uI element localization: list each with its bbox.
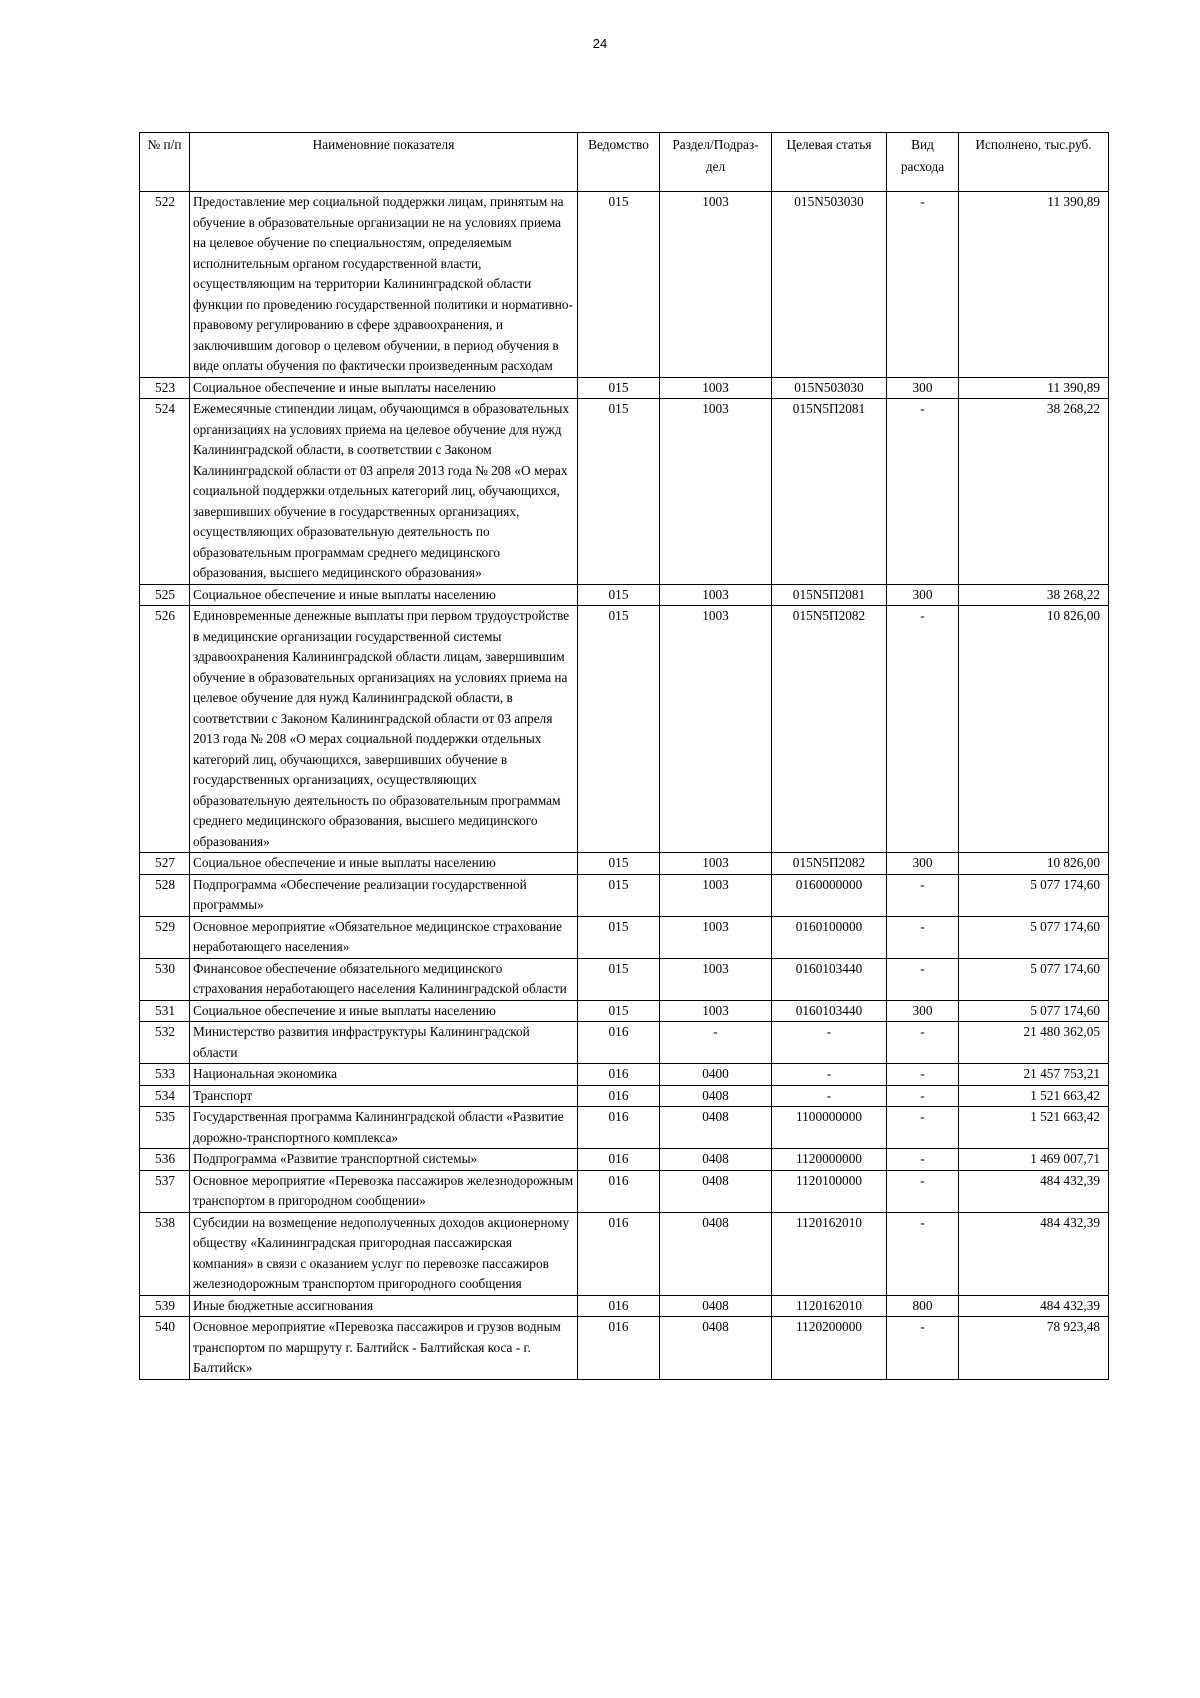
table-row: [140, 1022, 1109, 1064]
budget-execution-table: [139, 132, 1109, 1380]
row-dept: 016: [578, 1022, 660, 1064]
row-target: 1120200000: [772, 1317, 887, 1380]
row-section: 0408: [660, 1149, 772, 1171]
table-row: [140, 1170, 1109, 1212]
row-target: 015N5П2081: [772, 399, 887, 585]
header-executed: Исполнено, тыс.руб.: [959, 133, 1109, 192]
header-num: № п/п: [140, 133, 190, 192]
row-expense-type: -: [887, 1212, 959, 1295]
row-target: -: [772, 1085, 887, 1107]
row-target: 1120162010: [772, 1295, 887, 1317]
row-num: 531: [140, 1000, 190, 1022]
row-dept: 016: [578, 1212, 660, 1295]
row-expense-type: -: [887, 958, 959, 1000]
table-row: [140, 916, 1109, 958]
row-expense-type: -: [887, 874, 959, 916]
row-name: Социальное обеспечение и иные выплаты населению: [190, 584, 578, 606]
row-num: 522: [140, 192, 190, 378]
row-expense-type: -: [887, 1022, 959, 1064]
header-section: Раздел/Подраз-дел: [660, 133, 772, 192]
row-target: 0160103440: [772, 1000, 887, 1022]
row-section: 0408: [660, 1212, 772, 1295]
row-num: 532: [140, 1022, 190, 1064]
row-dept: 015: [578, 1000, 660, 1022]
row-expense-type: 300: [887, 377, 959, 399]
row-expense-type: -: [887, 606, 959, 853]
row-target: 0160103440: [772, 958, 887, 1000]
row-name: Субсидии на возмещение недополученных доходов акционерному обществу «Калининградская пригородная пассажирская компания» в связи с оказанием услуг по перевозке пассажиров железнодорожным транспортом пригородного сообщения: [190, 1212, 578, 1295]
row-name: Транспорт: [190, 1085, 578, 1107]
row-dept: 015: [578, 399, 660, 585]
row-expense-type: -: [887, 399, 959, 585]
row-name: Министерство развития инфраструктуры Калининградской области: [190, 1022, 578, 1064]
row-expense-type: -: [887, 1064, 959, 1086]
row-num: 529: [140, 916, 190, 958]
row-executed: 38 268,22: [959, 399, 1109, 585]
table-row: [140, 1064, 1109, 1086]
row-expense-type: -: [887, 192, 959, 378]
row-num: 539: [140, 1295, 190, 1317]
row-num: 524: [140, 399, 190, 585]
row-num: 537: [140, 1170, 190, 1212]
row-target: 1120162010: [772, 1212, 887, 1295]
row-dept: 016: [578, 1107, 660, 1149]
header-name: Наименовние показателя: [190, 133, 578, 192]
row-expense-type: -: [887, 1107, 959, 1149]
row-num: 535: [140, 1107, 190, 1149]
row-dept: 016: [578, 1085, 660, 1107]
header-dept: Ведомство: [578, 133, 660, 192]
row-dept: 016: [578, 1149, 660, 1171]
row-expense-type: -: [887, 916, 959, 958]
row-name: Основное мероприятие «Перевозка пассажиров железнодорожным транспортом в пригородном сообщении»: [190, 1170, 578, 1212]
row-executed: 5 077 174,60: [959, 916, 1109, 958]
row-target: 0160000000: [772, 874, 887, 916]
row-section: 1003: [660, 399, 772, 585]
row-target: 015N5П2082: [772, 606, 887, 853]
row-expense-type: 300: [887, 853, 959, 875]
row-target: 1100000000: [772, 1107, 887, 1149]
row-name: Социальное обеспечение и иные выплаты населению: [190, 1000, 578, 1022]
row-executed: 5 077 174,60: [959, 1000, 1109, 1022]
row-num: 527: [140, 853, 190, 875]
row-section: 1003: [660, 584, 772, 606]
row-executed: 1 521 663,42: [959, 1107, 1109, 1149]
page-number: 24: [592, 36, 608, 51]
table-row: [140, 1212, 1109, 1295]
row-dept: 015: [578, 874, 660, 916]
row-section: -: [660, 1022, 772, 1064]
row-dept: 015: [578, 377, 660, 399]
row-num: 523: [140, 377, 190, 399]
row-section: 1003: [660, 606, 772, 853]
row-dept: 016: [578, 1170, 660, 1212]
row-dept: 015: [578, 606, 660, 853]
row-executed: 5 077 174,60: [959, 958, 1109, 1000]
row-expense-type: -: [887, 1170, 959, 1212]
row-dept: 015: [578, 916, 660, 958]
row-section: 1003: [660, 958, 772, 1000]
row-name: Социальное обеспечение и иные выплаты населению: [190, 853, 578, 875]
table-row: [140, 399, 1109, 585]
row-num: 528: [140, 874, 190, 916]
row-section: 1003: [660, 916, 772, 958]
row-dept: 016: [578, 1295, 660, 1317]
row-executed: 1 469 007,71: [959, 1149, 1109, 1171]
row-executed: 10 826,00: [959, 606, 1109, 853]
row-name: Финансовое обеспечение обязательного медицинского страхования неработающего населения Калининградской области: [190, 958, 578, 1000]
row-executed: 484 432,39: [959, 1295, 1109, 1317]
row-section: 1003: [660, 1000, 772, 1022]
row-target: 0160100000: [772, 916, 887, 958]
row-name: Национальная экономика: [190, 1064, 578, 1086]
row-name: Основное мероприятие «Обязательное медицинское страхование неработающего населения»: [190, 916, 578, 958]
table-row: [140, 1149, 1109, 1171]
row-expense-type: 800: [887, 1295, 959, 1317]
row-expense-type: -: [887, 1085, 959, 1107]
table-header-row: [140, 133, 1109, 192]
row-name: Основное мероприятие «Перевозка пассажиров и грузов водным транспортом по маршруту г. Балтийск - Балтийская коса - г. Балтийск»: [190, 1317, 578, 1380]
row-executed: 11 390,89: [959, 192, 1109, 378]
row-expense-type: -: [887, 1317, 959, 1380]
row-section: 0408: [660, 1170, 772, 1212]
header-expense-type: Вид расхода: [887, 133, 959, 192]
row-name: Подпрограмма «Обеспечение реализации государственной программы»: [190, 874, 578, 916]
table-row: [140, 853, 1109, 875]
table-row: [140, 874, 1109, 916]
row-expense-type: 300: [887, 584, 959, 606]
row-name: Подпрограмма «Развитие транспортной системы»: [190, 1149, 578, 1171]
row-section: 1003: [660, 874, 772, 916]
row-dept: 016: [578, 1064, 660, 1086]
row-target: 015N5П2081: [772, 584, 887, 606]
row-executed: 21 457 753,21: [959, 1064, 1109, 1086]
row-num: 533: [140, 1064, 190, 1086]
table-row: [140, 192, 1109, 378]
row-expense-type: 300: [887, 1000, 959, 1022]
row-section: 0408: [660, 1085, 772, 1107]
row-executed: 38 268,22: [959, 584, 1109, 606]
row-executed: 484 432,39: [959, 1170, 1109, 1212]
row-name: Государственная программа Калининградской области «Развитие дорожно-транспортного комплекса»: [190, 1107, 578, 1149]
row-executed: 5 077 174,60: [959, 874, 1109, 916]
row-executed: 484 432,39: [959, 1212, 1109, 1295]
table-row: [140, 1085, 1109, 1107]
table-row: [140, 1295, 1109, 1317]
row-section: 1003: [660, 192, 772, 378]
row-target: -: [772, 1064, 887, 1086]
table-row: [140, 958, 1109, 1000]
row-num: 536: [140, 1149, 190, 1171]
row-section: 0408: [660, 1107, 772, 1149]
row-dept: 016: [578, 1317, 660, 1380]
row-section: 1003: [660, 377, 772, 399]
row-target: 015N503030: [772, 192, 887, 378]
row-section: 0400: [660, 1064, 772, 1086]
row-dept: 015: [578, 853, 660, 875]
row-target: 015N503030: [772, 377, 887, 399]
row-expense-type: -: [887, 1149, 959, 1171]
row-target: 1120000000: [772, 1149, 887, 1171]
row-num: 526: [140, 606, 190, 853]
row-dept: 015: [578, 958, 660, 1000]
row-executed: 21 480 362,05: [959, 1022, 1109, 1064]
row-num: 534: [140, 1085, 190, 1107]
row-name: Социальное обеспечение и иные выплаты населению: [190, 377, 578, 399]
row-name: Иные бюджетные ассигнования: [190, 1295, 578, 1317]
row-section: 0408: [660, 1295, 772, 1317]
row-target: -: [772, 1022, 887, 1064]
table-row: [140, 1000, 1109, 1022]
row-executed: 11 390,89: [959, 377, 1109, 399]
row-executed: 1 521 663,42: [959, 1085, 1109, 1107]
row-name: Предоставление мер социальной поддержки лицам, принятым на обучение в образовательные организации не на условиях приема на целевое обучение по специальностям, определяемым исполнительным органом государственной власти, осуществляющим на территории Калининградской области функции по проведению государственной политики и нормативно-правовому регулированию в сфере здравоохранения, и заключившим договор о целевом обучении, в период обучения в виде оплаты обучения по фактически произведенным расходам: [190, 192, 578, 378]
table-row: [140, 1107, 1109, 1149]
row-dept: 015: [578, 192, 660, 378]
row-num: 540: [140, 1317, 190, 1380]
row-section: 0408: [660, 1317, 772, 1380]
row-executed: 10 826,00: [959, 853, 1109, 875]
table-row: [140, 606, 1109, 853]
row-num: 530: [140, 958, 190, 1000]
row-target: 015N5П2082: [772, 853, 887, 875]
table-row: [140, 1317, 1109, 1380]
row-executed: 78 923,48: [959, 1317, 1109, 1380]
table-body: [140, 192, 1109, 1380]
row-dept: 015: [578, 584, 660, 606]
header-target: Целевая статья: [772, 133, 887, 192]
row-section: 1003: [660, 853, 772, 875]
row-num: 525: [140, 584, 190, 606]
row-num: 538: [140, 1212, 190, 1295]
row-name: Ежемесячные стипендии лицам, обучающимся в образовательных организациях на условиях приема на целевое обучение для нужд Калининградской области, в соответствии с Законом Калининградской области от 03 апреля 2013 года № 208 «О мерах социальной поддержки отдельных категорий лиц, обучающихся, завершивших обучение в государственных организациях, осуществляющих образовательную деятельность по образовательным программам среднего медицинского образования, высшего медицинского образования»: [190, 399, 578, 585]
table-row: [140, 377, 1109, 399]
row-name: Единовременные денежные выплаты при первом трудоустройстве в медицинские организации государственной системы здравоохранения Калининградской области лицам, завершившим обучение в образовательных организациях на условиях приема на целевое обучение для нужд Калининградской области, в соответствии с Законом Калининградской области от 03 апреля 2013 года № 208 «О мерах социальной поддержки отдельных категорий лиц, обучающихся, завершивших обучение в государственных организациях, осуществляющих образовательную деятельность по образовательным программам среднего медицинского образования, высшего медицинского образования»: [190, 606, 578, 853]
row-target: 1120100000: [772, 1170, 887, 1212]
table-row: [140, 584, 1109, 606]
